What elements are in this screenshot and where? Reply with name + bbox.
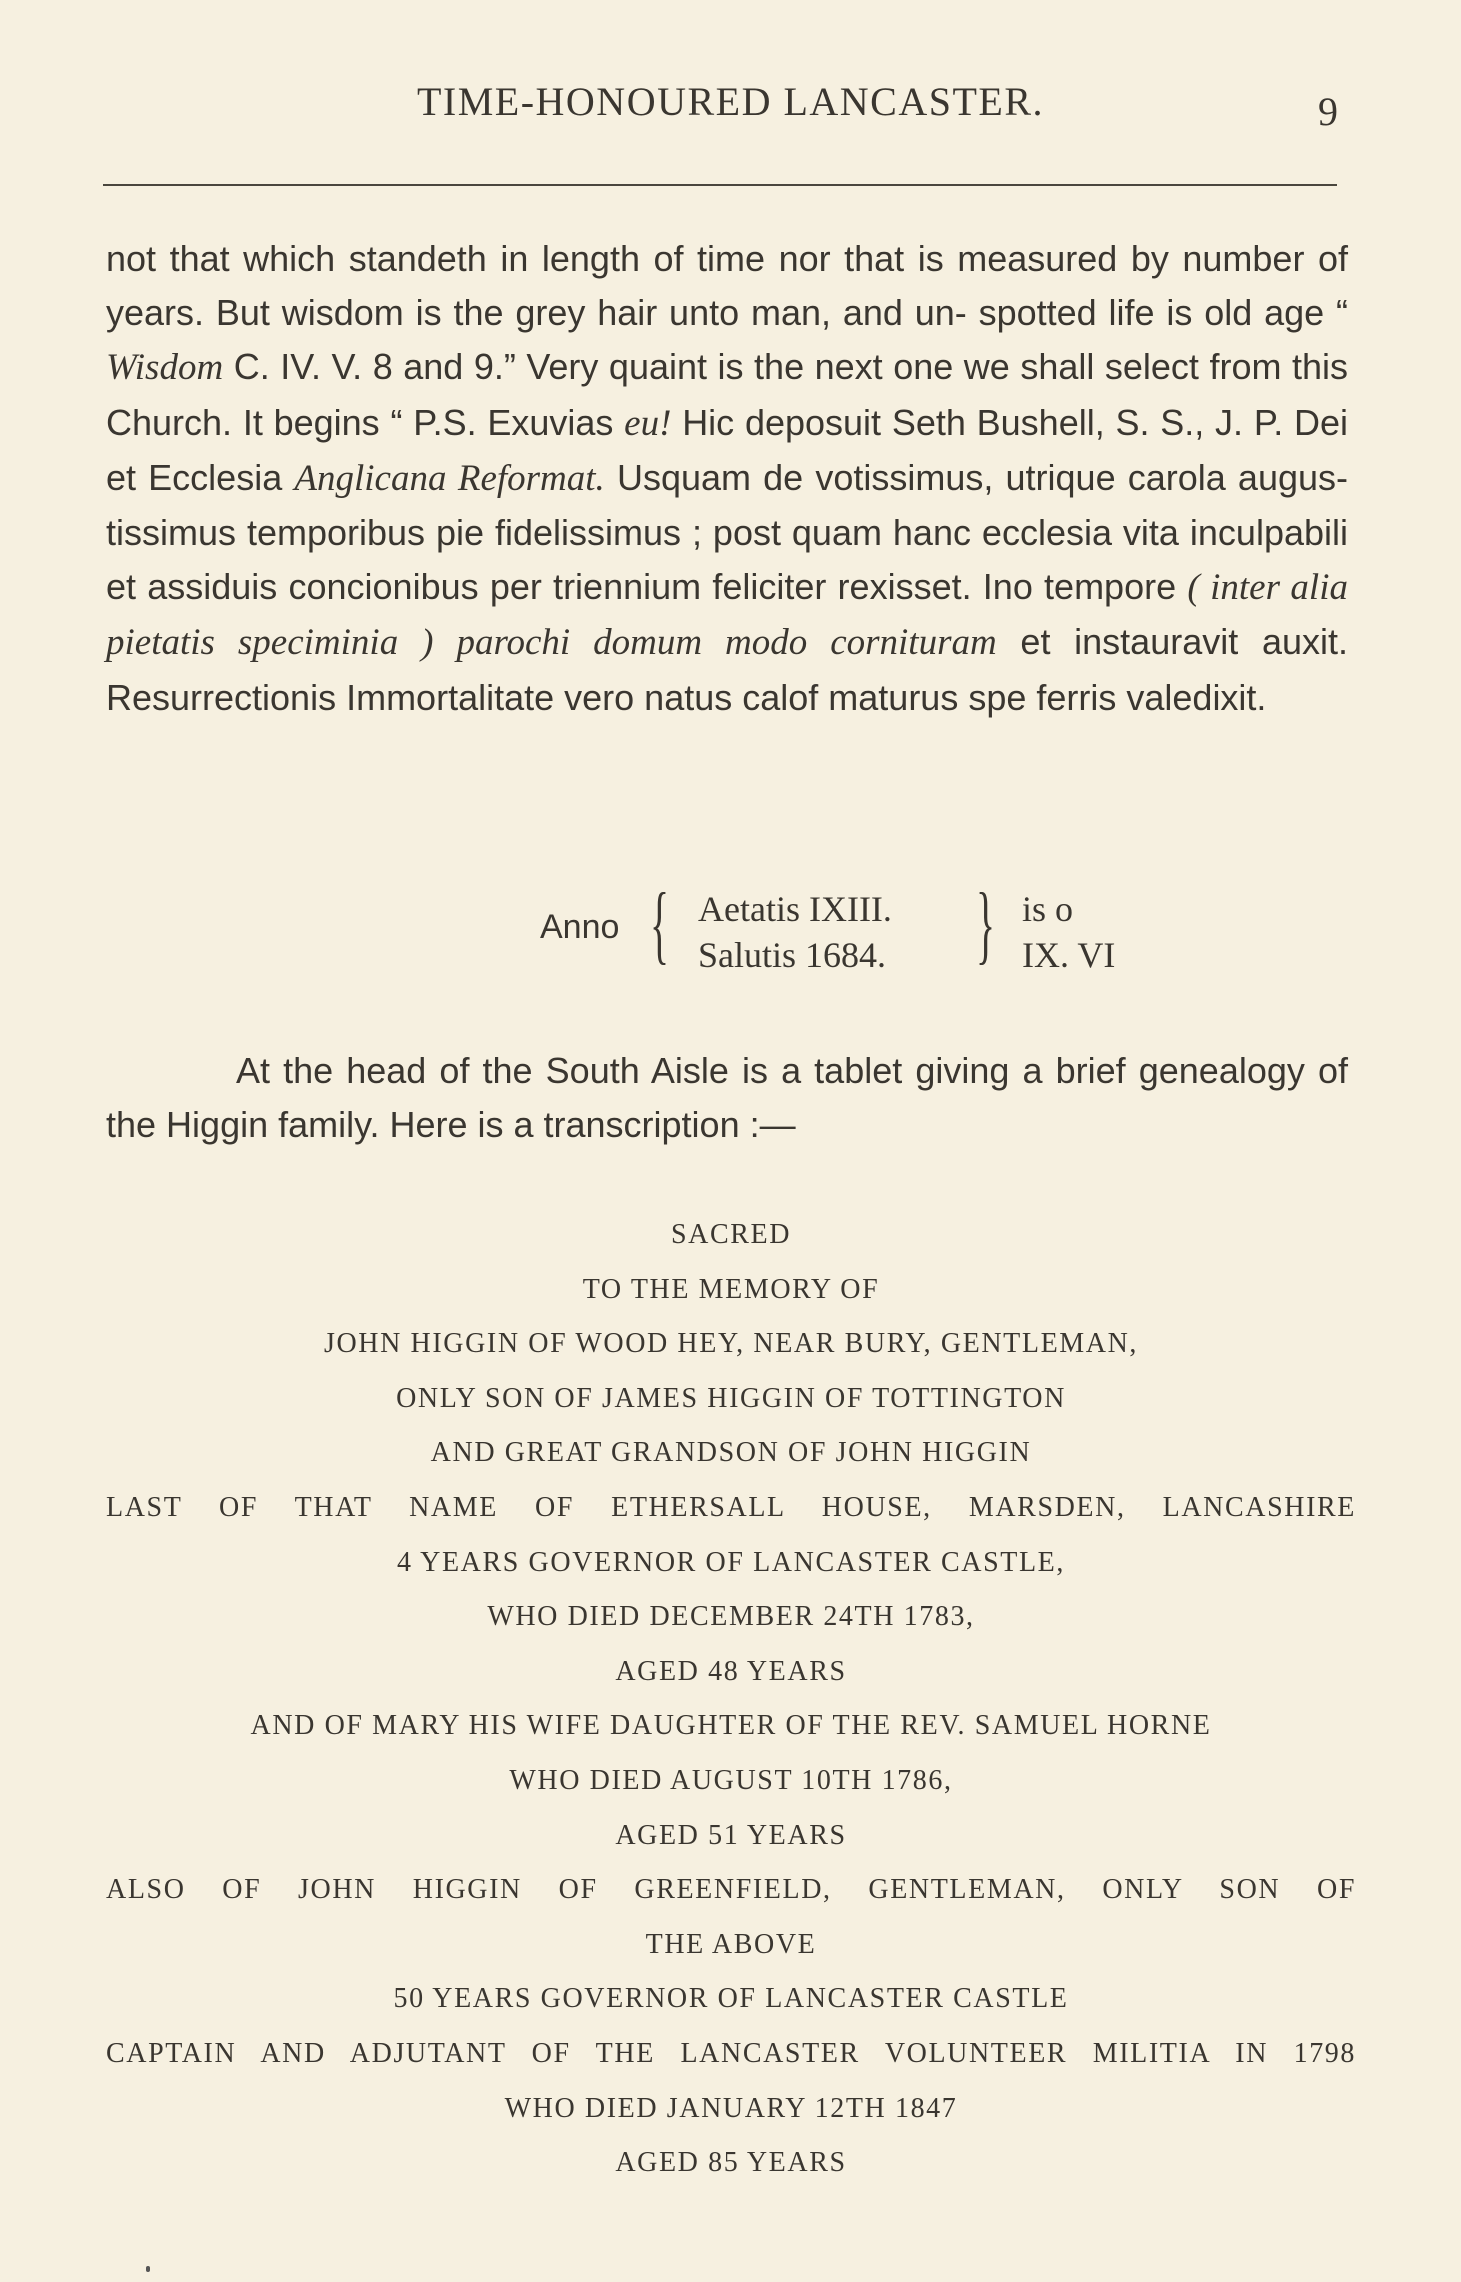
inscription-line: WHO DIED AUGUST 10TH 1786, <box>509 1764 953 1796</box>
inscription-line: WHO DIED DECEMBER 24TH 1783, <box>487 1601 975 1633</box>
anno-right-column <box>1022 886 1115 978</box>
inscription-line: JOHN HIGGIN OF WOOD HEY, NEAR BURY, GENTLEMAN, <box>323 1328 1139 1360</box>
p1-italic-inter-alia: ( inter alia pietatis speciminia ) parochi domum modo cornituram <box>106 567 1348 664</box>
anno-salutis: Salutis 1684. <box>698 935 887 975</box>
p1-text-1: not that which standeth in length of time nor that is measured by number of years. But wisdom is the grey hair unto man, and un- spotted life is old age “ <box>106 238 1348 334</box>
anno-left-column <box>698 886 892 978</box>
p1-italic-anglicana: Anglicana Reformat. <box>294 457 605 499</box>
inscription-line: ONLY SON OF JAMES HIGGIN OF TOTTINGTON <box>396 1382 1066 1414</box>
inscription-line: LAST OF THAT NAME OF ETHERSALL HOUSE, MARSDEN, LANCASHIRE <box>106 1491 1356 1523</box>
running-title: TIME-HONOURED LANCASTER. <box>416 79 1045 124</box>
inscription-line: AGED 48 YEARS <box>615 1655 847 1687</box>
inscription-line: TO THE MEMORY OF <box>582 1273 880 1305</box>
p1-italic-eu: eu! <box>624 402 672 444</box>
header-rule <box>103 184 1337 186</box>
paragraph-1 <box>106 232 1348 725</box>
inscription-line: AGED 85 YEARS <box>615 2147 847 2179</box>
p1-text-2: C. IV. V. 8 and 9.” Very quaint is the next one we shall select from this Church. It begins “ P.S. Exuvias <box>106 346 1348 443</box>
inscription-line: AND GREAT GRANDSON OF JOHN HIGGIN <box>430 1437 1032 1469</box>
p1-italic-wisdom: Wisdom <box>106 347 224 389</box>
inscription-line: ALSO OF JOHN HIGGIN OF GREENFIELD, GENTLEMAN, ONLY SON OF <box>106 1874 1356 1906</box>
left-brace: { <box>650 876 670 973</box>
anno-right-line-2: IX. VI <box>1022 935 1116 975</box>
paragraph-2: At the head of the South Aisle is a tablet giving a brief genealogy of the Higgin family. Here is a transcription :— <box>106 1050 1348 1145</box>
anno-label: Anno <box>540 908 620 946</box>
p1-text-3: Hic deposuit Seth Bushell, S. S., J. P. Dei et Ecclesia <box>106 401 1348 498</box>
anno-right-line-1: is o <box>1022 889 1074 929</box>
inscription-line: AND OF MARY HIS WIFE DAUGHTER OF THE REV. SAMUEL HORNE <box>250 1710 1212 1742</box>
inscription-line: CAPTAIN AND ADJUTANT OF THE LANCASTER VOLUNTEER MILITIA IN 1798 <box>106 2037 1356 2069</box>
anno-block <box>0 876 1461 990</box>
inscription-line: 4 YEARS GOVERNOR OF LANCASTER CASTLE, <box>397 1546 1065 1578</box>
anno-aetatis: Aetatis IXIII. <box>698 889 892 929</box>
inscription-line: SACRED <box>670 1219 792 1250</box>
inscription-line: WHO DIED JANUARY 12TH 1847 <box>504 2092 958 2124</box>
inscription-line: AGED 51 YEARS <box>615 1819 847 1851</box>
page-number: 9 <box>1318 89 1338 134</box>
ink-speck <box>146 2266 150 2272</box>
inscription-block <box>106 1208 1356 2191</box>
inscription-line: 50 YEARS GOVERNOR OF LANCASTER CASTLE <box>393 1983 1069 2015</box>
p1-text-4: Usquam de votissimus, utrique carola augus- tissimus temporibus pie fidelissimus ; post quam hanc ecclesia vita inculpabili et assiduis concionibus per triennium feliciter rexisset. Ino tempore <box>106 456 1349 608</box>
p1-text-5: et instauravit auxit. Resurrectionis Immortalitate vero natus calof maturus spe ferris valedixit. <box>106 621 1348 718</box>
right-brace: } <box>976 876 996 973</box>
inscription-line: THE ABOVE <box>645 1928 817 1960</box>
